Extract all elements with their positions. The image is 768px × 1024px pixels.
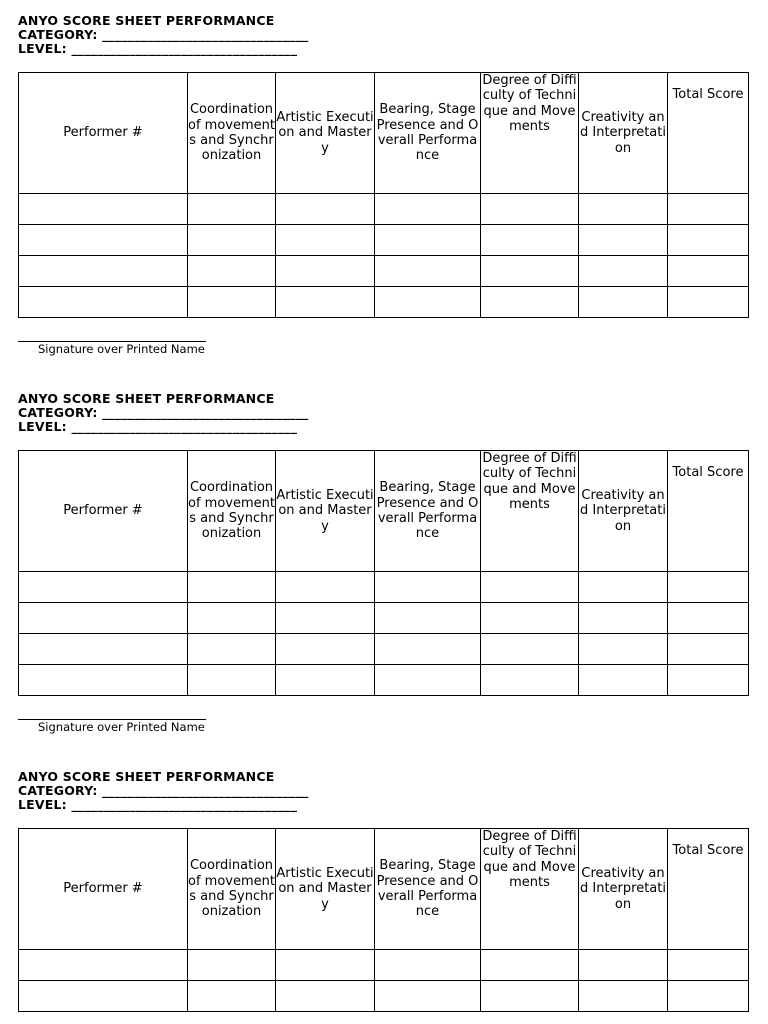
col-header-bearing: Bearing, Stage Presence and Overall Performance [375,73,481,194]
score-cell[interactable] [276,194,375,225]
table-row [19,225,749,256]
table-row [19,950,749,981]
col-header-performer: Performer # [19,829,188,950]
category-line: CATEGORY: ________________________________ [18,783,309,798]
sheet-title: ANYO SCORE SHEET PERFORMANCE [18,769,275,784]
score-cell[interactable] [188,256,276,287]
score-cell[interactable] [579,194,668,225]
score-cell[interactable] [481,287,579,318]
table-row [19,194,749,225]
level-line: LEVEL: ___________________________________ [18,797,298,812]
score-cell[interactable] [276,981,375,1012]
level-line: LEVEL: ___________________________________ [18,41,298,56]
score-cell[interactable] [188,225,276,256]
score-cell[interactable] [481,665,579,696]
score-cell[interactable] [579,572,668,603]
table-row [19,634,749,665]
score-cell[interactable] [668,634,749,665]
score-cell[interactable] [668,603,749,634]
score-cell[interactable] [579,634,668,665]
score-cell[interactable] [276,665,375,696]
score-cell[interactable] [481,572,579,603]
score-cell[interactable] [188,634,276,665]
col-header-coordination: Coordination of movements and Synchronization [188,829,276,950]
score-cell[interactable] [19,572,188,603]
col-header-creativity: Creativity and Interpretation [579,829,668,950]
score-cell[interactable] [481,603,579,634]
score-table [18,72,749,318]
score-cell[interactable] [188,572,276,603]
score-cell[interactable] [668,665,749,696]
score-cell[interactable] [481,194,579,225]
col-header-difficulty: Degree of Difficulty of Technique and Movements [481,829,579,950]
score-cell[interactable] [276,572,375,603]
score-cell[interactable] [481,256,579,287]
score-cell[interactable] [19,194,188,225]
score-cell[interactable] [579,603,668,634]
score-cell[interactable] [276,287,375,318]
score-cell[interactable] [19,256,188,287]
score-cell[interactable] [579,287,668,318]
score-sheet-3 [18,769,748,920]
score-cell[interactable] [375,194,481,225]
score-cell[interactable] [19,603,188,634]
score-cell[interactable] [276,603,375,634]
score-table [18,450,749,696]
score-cell[interactable] [188,950,276,981]
score-cell[interactable] [668,572,749,603]
table-header-row [19,451,749,572]
col-header-artistic: Artistic Execution and Mastery [276,829,375,950]
score-cell[interactable] [481,225,579,256]
score-cell[interactable] [188,287,276,318]
score-table [18,828,749,1012]
score-cell[interactable] [579,256,668,287]
category-line: CATEGORY: ________________________________ [18,27,309,42]
score-cell[interactable] [668,287,749,318]
col-header-artistic: Artistic Execution and Mastery [276,73,375,194]
score-cell[interactable] [375,256,481,287]
level-line: LEVEL: ___________________________________ [18,419,298,434]
score-cell[interactable] [375,950,481,981]
col-header-artistic: Artistic Execution and Mastery [276,451,375,572]
col-header-total: Total Score [668,451,749,572]
table-row [19,572,749,603]
signature-label: Signature over Printed Name [38,342,205,356]
score-sheet-1 [18,13,748,356]
score-cell[interactable] [276,634,375,665]
score-cell[interactable] [481,981,579,1012]
score-cell[interactable] [19,950,188,981]
score-cell[interactable] [375,981,481,1012]
score-cell[interactable] [276,225,375,256]
score-cell[interactable] [375,225,481,256]
score-cell[interactable] [19,287,188,318]
category-line: CATEGORY: ________________________________ [18,405,309,420]
score-cell[interactable] [579,225,668,256]
table-header-row [19,829,749,950]
col-header-performer: Performer # [19,451,188,572]
score-cell[interactable] [276,256,375,287]
score-cell[interactable] [19,225,188,256]
score-cell[interactable] [668,981,749,1012]
col-header-coordination: Coordination of movements and Synchronization [188,73,276,194]
table-row [19,287,749,318]
score-cell[interactable] [579,665,668,696]
score-cell[interactable] [188,194,276,225]
score-cell[interactable] [481,634,579,665]
col-header-performer: Performer # [19,73,188,194]
sheet-title: ANYO SCORE SHEET PERFORMANCE [18,13,275,28]
score-cell[interactable] [375,665,481,696]
score-cell[interactable] [188,665,276,696]
table-row [19,256,749,287]
col-header-creativity: Creativity and Interpretation [579,73,668,194]
col-header-difficulty: Degree of Difficulty of Technique and Movements [481,451,579,572]
col-header-total: Total Score [668,73,749,194]
score-cell[interactable] [668,950,749,981]
score-cell[interactable] [375,287,481,318]
col-header-total: Total Score [668,829,749,950]
score-cell[interactable] [375,572,481,603]
score-cell[interactable] [668,256,749,287]
score-cell[interactable] [19,665,188,696]
score-cell[interactable] [375,603,481,634]
score-cell[interactable] [19,981,188,1012]
score-sheet-2 [18,391,748,734]
score-cell[interactable] [668,225,749,256]
col-header-difficulty: Degree of Difficulty of Technique and Movements [481,73,579,194]
score-cell[interactable] [19,634,188,665]
score-cell[interactable] [481,950,579,981]
col-header-bearing: Bearing, Stage Presence and Overall Performance [375,829,481,950]
table-row [19,603,749,634]
score-cell[interactable] [188,981,276,1012]
col-header-creativity: Creativity and Interpretation [579,451,668,572]
score-cell[interactable] [375,634,481,665]
score-cell[interactable] [188,603,276,634]
table-header-row [19,73,749,194]
score-cell[interactable] [579,981,668,1012]
col-header-coordination: Coordination of movements and Synchronization [188,451,276,572]
score-cell[interactable] [276,950,375,981]
score-cell[interactable] [668,194,749,225]
col-header-bearing: Bearing, Stage Presence and Overall Performance [375,451,481,572]
table-row [19,981,749,1012]
sheet-title: ANYO SCORE SHEET PERFORMANCE [18,391,275,406]
table-row [19,665,749,696]
signature-label: Signature over Printed Name [38,720,205,734]
score-cell[interactable] [579,950,668,981]
